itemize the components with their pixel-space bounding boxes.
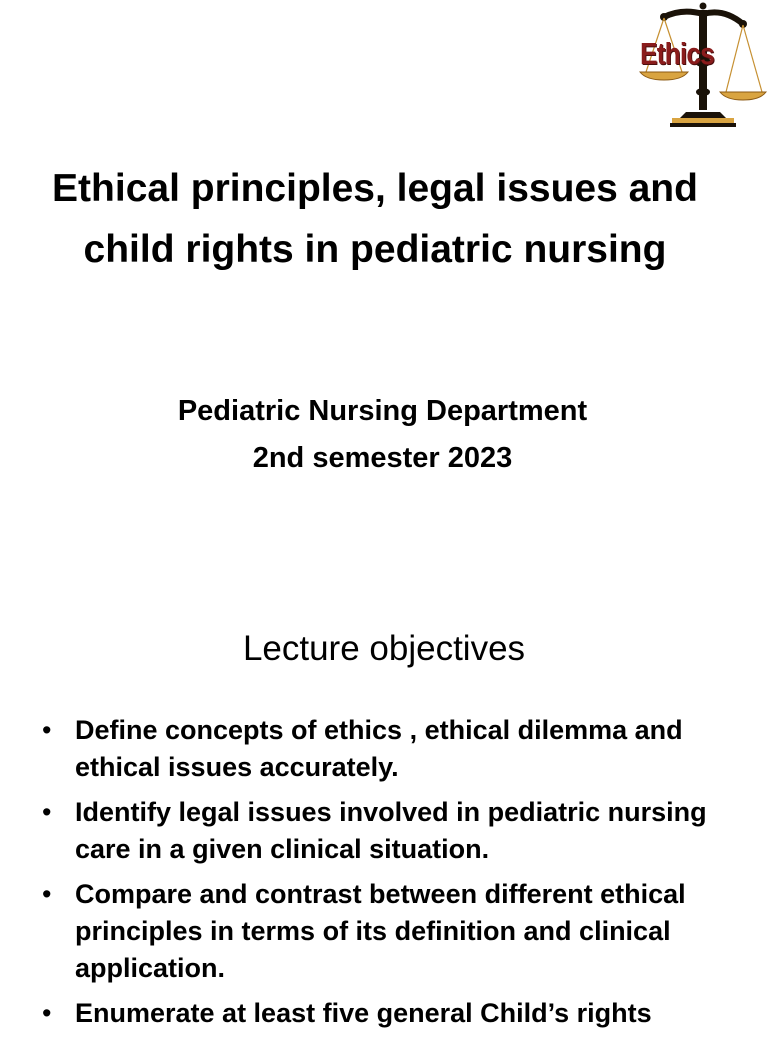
- bullet-icon: •: [42, 879, 52, 909]
- subtitle: [20, 388, 745, 482]
- list-item: [36, 794, 726, 868]
- list-item: [36, 995, 726, 1032]
- list-item: [36, 876, 726, 987]
- objective-text: Enumerate at least five general Child’s rights: [75, 998, 652, 1028]
- bullet-icon: •: [42, 797, 52, 827]
- logo-text: Ethics: [640, 36, 714, 71]
- ethics-scale-logo: [630, 0, 768, 130]
- bullet-icon: •: [42, 998, 52, 1028]
- objective-text: Define concepts of ethics , ethical dilemma and ethical issues accurately.: [75, 715, 683, 782]
- section-heading: Lecture objectives: [242, 629, 526, 668]
- objective-text: Compare and contrast between different ethical principles in terms of its definition and clinical application.: [75, 879, 686, 983]
- objective-text: Identify legal issues involved in pediatric nursing care in a given clinical situation.: [75, 797, 707, 864]
- semester-label: 2nd semester 2023: [252, 442, 513, 474]
- bullet-icon: •: [42, 715, 52, 745]
- list-item: [36, 712, 726, 786]
- department-name: Pediatric Nursing Department: [177, 395, 588, 427]
- page-title: Ethical principles, legal issues and child rights in pediatric nursing: [52, 167, 698, 271]
- objectives-list: [36, 712, 726, 1040]
